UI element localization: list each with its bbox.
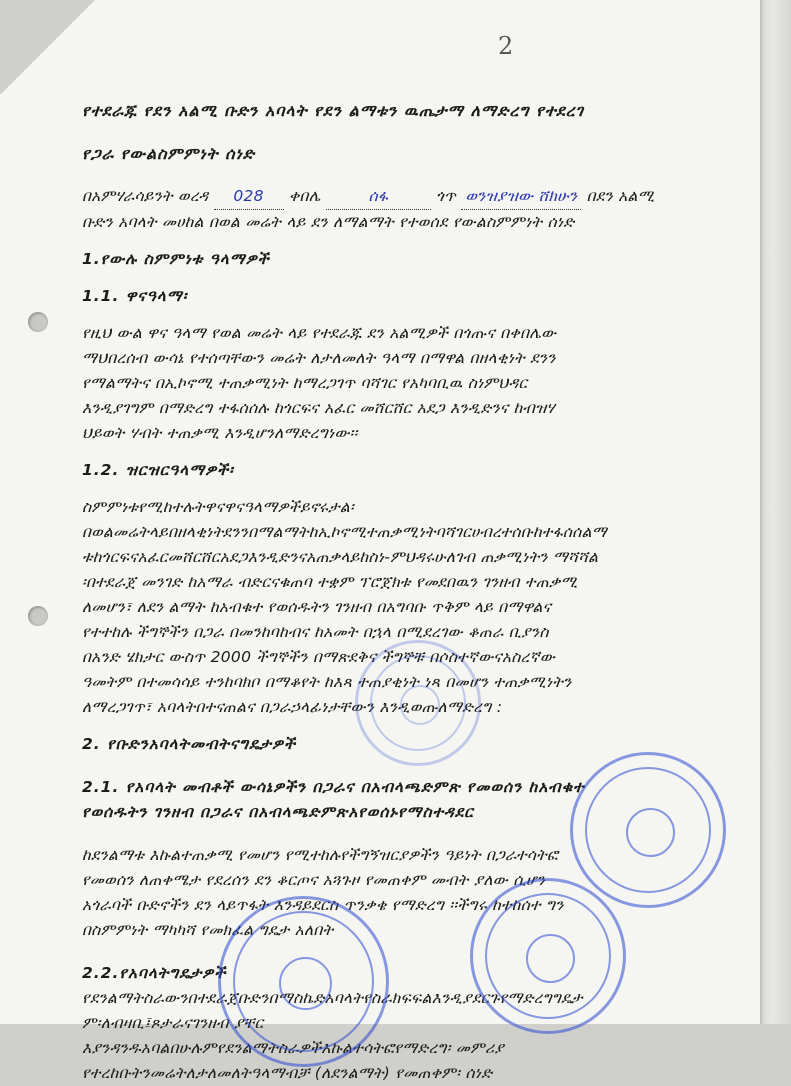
intro-line-2: ቡድን አባላት መሀከል በወል መሬት ላይ ደን ለማልማት የተወሰደ የውልስምምነት ሰነድ (82, 213, 575, 231)
text-line: ከደንልማቱ እኩልተጠቃሚ የመሆን የሚተከሉየችግኝዝርያዎችን ዓይነት በጋራተሳትፎ (82, 846, 559, 864)
text-line: ም፡ለብዛቢ፤ጾታራናገንዘብ ያቸር (82, 1014, 264, 1032)
intro-suffix: በደን አልሚ (586, 187, 655, 205)
text-line: የወሰዱትን ገንዘብ በጋራና በአብላጫድምጽአየወሰኑየማስተዳደር (82, 803, 474, 821)
text-line: 2.1. የአባላት መብቶች ውሳኔዎችን በጋራና በአብላጫድምጽ የመወሰን ከአብቁተ (82, 778, 585, 796)
section-1-2-heading: 1.2. ዝርዝርዓላማዎች፡ (82, 461, 234, 479)
section-1-1-heading: 1.1. ዋናዓላማ፡ (82, 287, 188, 305)
section-2-2-heading: 2.2.የአባላትግዴታዎች (82, 964, 227, 982)
document-subtitle: የጋራ የውልስምምነት ሰነድ (82, 144, 255, 163)
text-line: ስምምነቱየሚከተሉትዋናዋናዓላማዎችይኖሩታል፡ (82, 498, 354, 516)
document-body (82, 98, 722, 1086)
text-line: የዚህ ውል ዋና ዓላማ የወል መሬት ላይ የተደራጁ ደን አልሚዎች በጎጡና በቀበሌው (82, 324, 557, 342)
official-stamp (218, 896, 389, 1067)
text-line: የመወሰን ለጠቀሜታ የደረሰን ደን ቆርጦና አጓጉዞ የመጠቀም መብት ያለው ሲሆን (82, 871, 546, 889)
woreda-field: 028 (214, 184, 284, 210)
official-stamp (570, 752, 726, 908)
text-line: ህይወት ሃብት ተጠቃሚ እንዲሆንለማድረግነው፡፡ (82, 424, 358, 442)
text-line: ለማረጋገጥ፣ አባላትበተናጠልና በጋራኃላፊነታቸውን እንዲወጡለማድረግ : (82, 698, 503, 716)
got-label: ጎጥ (435, 187, 457, 205)
background-page-edge (760, 0, 791, 1024)
kebele-field: ሰፋ (326, 184, 431, 210)
text-line: በአንድ ሄክታር ውስጥ 2000 ችግኞችን በማጽደቅና ችግኞቹ በሶስተኛውናአስረኛው (82, 648, 556, 666)
folded-corner (0, 0, 95, 95)
text-line: የማልማትና በኢኮኖሚ ተጠቃሚነት ከማረጋገጥ ባሻገር የአካባቢዉ ስነምህዳር (82, 374, 528, 392)
text-line: ማህበረሰብ ውሳኔ የተሰጣቸውን መሬት ለታለመለት ዓላማ በማዋል በዘላቂነት ደንን (82, 349, 556, 367)
intro-line-1 (82, 184, 722, 210)
section-1-heading: 1.የውሉ ስምምነቱ ዓላማዎች (82, 250, 270, 268)
punch-hole (28, 606, 48, 626)
kebele-label: ቀበሌ (288, 187, 321, 205)
text-line: የተተከሉ ችግኞችን በጋራ በመንከባከብና ከአመት በኋላ በሚደረገው ቆጠራ ቢያንስ (82, 623, 549, 641)
section-2-heading: 2. የቡድንአባላትመብትናግዴታዎች (82, 735, 296, 753)
text-line: ዓመትም በተመሳሳይ ተንከባክቦ በማቆየት ከእጻ ተጠያቂነት ነጻ በመሆን ተጠቃሚነትን (82, 673, 572, 691)
section-1-1-body (82, 321, 722, 446)
text-line: አጎራባች ቡድኖችን ደን ላይጥፋት እንዳይደርስ ጥንቃቄ የማድረግ ፡፡ችግሩ ከተከሰተ ግን (82, 896, 564, 914)
text-line: በስምምነት ማካካሻ የመክፈል ግዴታ አለበት (82, 921, 334, 939)
text-line: ፡በተደራጀ መንገድ ከአማራ ብድርናቁጠባ ተቋም ፕሮጀክቱ የመደበዉን ገንዘብ ተጠቃሚ (82, 573, 578, 591)
page-number: 2 (498, 32, 514, 60)
section-2-2-body (82, 986, 722, 1086)
got-field: ወንዝያዝው ሸክሁን (461, 184, 581, 210)
document-title: የተደራጁ የደን አልሚ ቡድን አባላት የደን ልማቱን ዉጤታማ ለማድረግ የተደረገ (82, 101, 584, 120)
text-line: ለመሆን፣ ለደን ልማት ከአብቁተ የወሰዱትን ገንዘብ በአግባቡ ጥቅም ላይ በማዋልና (82, 598, 552, 616)
faded-stamp (355, 640, 481, 766)
text-line: ቱከጎርፍናአፈርመሸርሸርአደጋእንዲድንናአጠቃላይከስነ-ምህዳሩሁለገብ ጠቃሚነትን ማሻሻል (82, 548, 599, 566)
text-line: የደንልማትስራውንበተደራጀቡድንበማስኬድአባላትየስራክፍፍልእንዲያደርጉየማድረግግዴታ (82, 989, 583, 1007)
text-line: እያንዳንዱአባልበሁሉምየደንልማትስራዎችእኩልተሳትፎየማድረግ፡ መምሪያ (82, 1039, 505, 1057)
official-stamp (470, 878, 626, 1034)
intro-prefix: በአምሃራሳይንት ወረዳ (82, 187, 209, 205)
text-line: የተረከቡትንመሬትለታለመለትዓላማብቻ (ለደንልማት) የመጠቀም፡ ሰነድ (82, 1064, 493, 1082)
text-line: እንዲያገግም በማድረግ ተፋሰሰሉ ከጎርፍና አፈር መሸርሸር አደጋ እንዲድንና ከብዝሃ (82, 399, 556, 417)
text-line: በወልመሬትላይበዘላቂነትደንንበማልማትከኢኮኖሚተጠቃሚነትባሻገርሀብረተሰቡከተፋሰሰልማ (82, 523, 607, 541)
punch-hole (28, 312, 48, 332)
